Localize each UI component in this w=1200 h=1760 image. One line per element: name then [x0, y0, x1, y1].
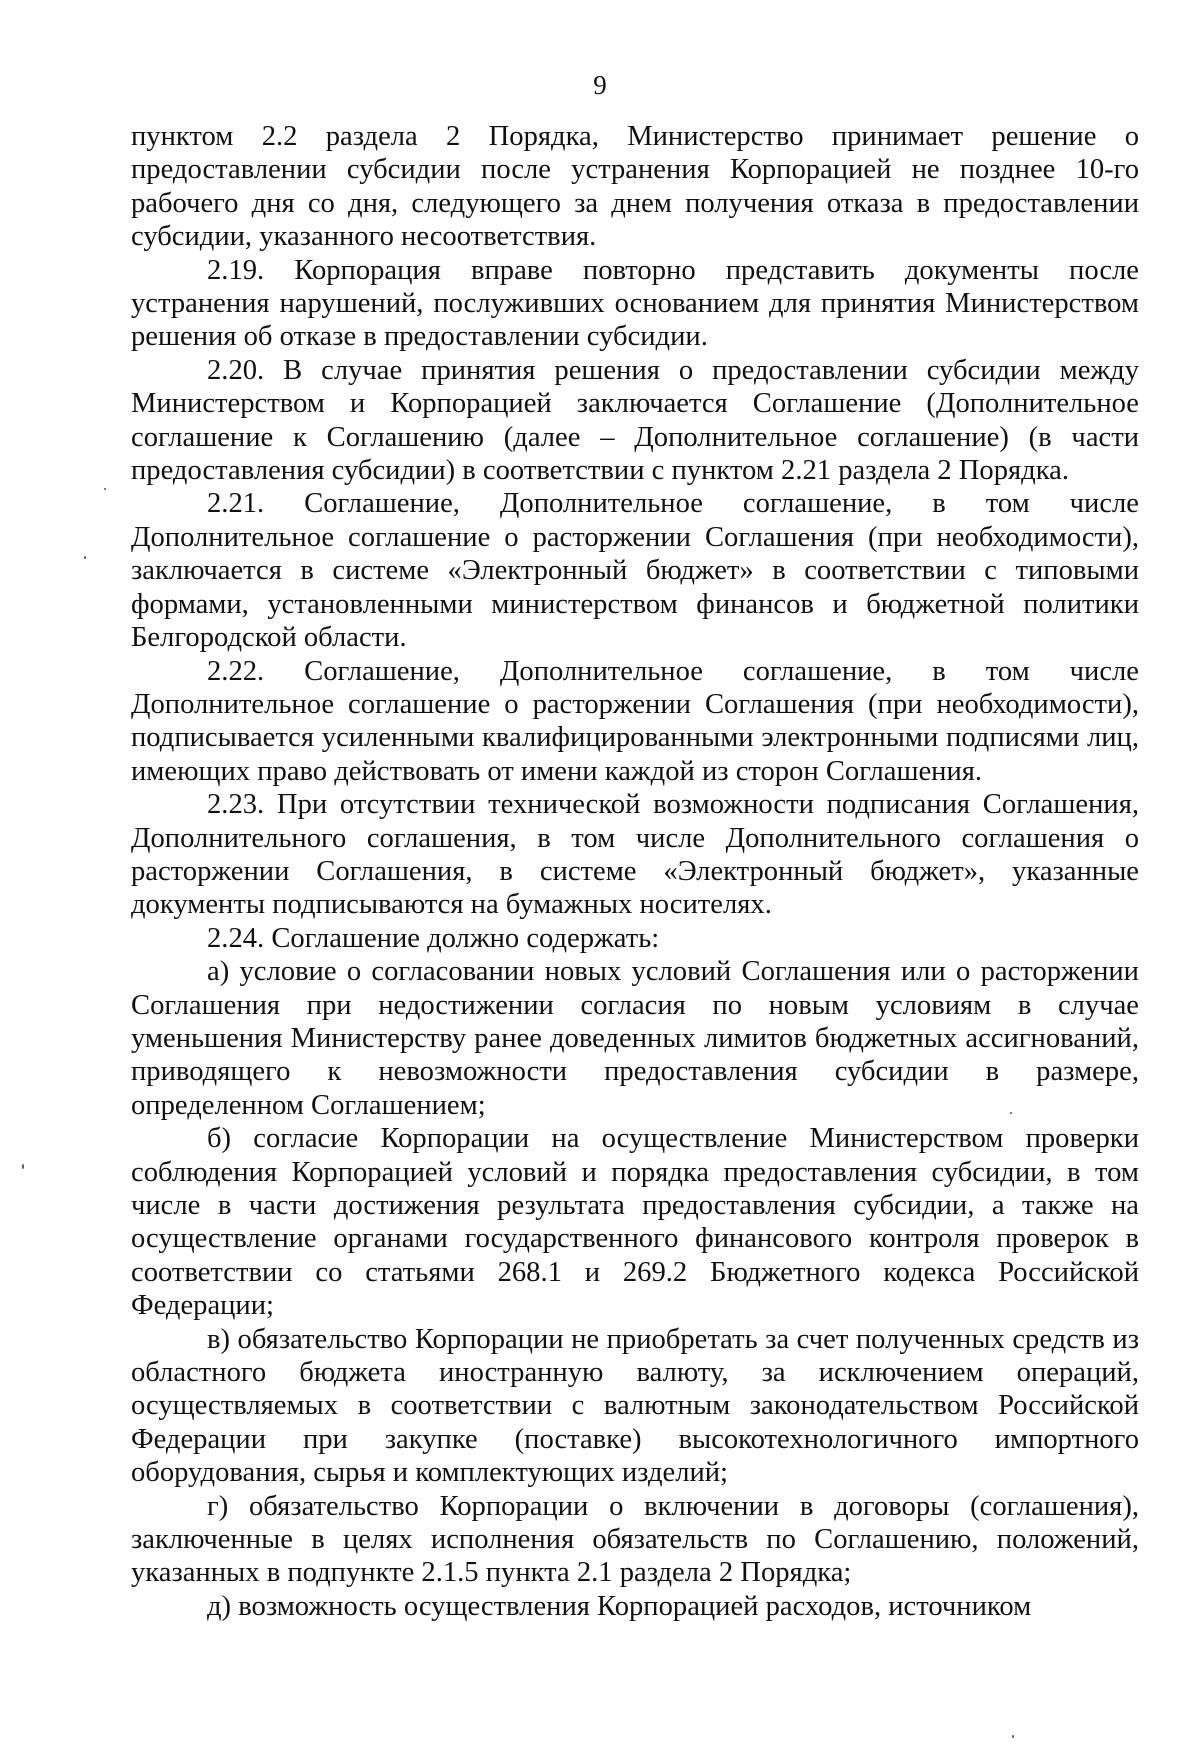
subitem-d: д) возможность осуществления Корпорацией расходов, источником: [207, 1590, 1032, 1622]
subitem-a: а) условие о согласовании новых условий Соглашения или о расторжении Соглашения при недостижении согласия по новым условиям в случае уменьшения Министерству ранее доведенных лимитов бюджетных ассигнований, приводящего к невозможности предоставления субсидии в размере, определенном Соглашением;: [131, 956, 1139, 1121]
scan-speck: [1012, 1735, 1014, 1738]
document-body: [131, 120, 1139, 1623]
paragraph-2-24: 2.24. Соглашение должно содержать:: [207, 922, 660, 954]
paragraph-2-19: 2.19. Корпорация вправе повторно представить документы после устранения нарушений, послуживших основанием для принятия Министерством решения об отказе в предоставлении субсидии.: [131, 254, 1139, 353]
paragraph-2-20: 2.20. В случае принятия решения о предоставлении субсидии между Министерством и Корпорацией заключается Соглашение (Дополнительное соглашение к Соглашению (далее – Дополнительное соглашение) (в части предоставления субсидии) в соответствии с пунктом 2.21 раздела 2 Порядка.: [131, 354, 1139, 487]
subitem-v: в) обязательство Корпорации не приобретать за счет полученных средств из областного бюджета иностранную валюту, за исключением операций, осуществляемых в соответствии с валютным законодательством Российской Федерации при закупке (поставке) высокотехнологичного импортного оборудования, сырья и комплектующих изделий;: [131, 1323, 1139, 1489]
page-number: 9: [593, 70, 607, 100]
scan-speck: [104, 488, 106, 490]
subitem-b: б) согласие Корпорации на осуществление Министерством проверки соблюдения Корпорацией условий и порядка предоставления субсидии, в том числе в части достижения результата предоставления субсидии, а также на осуществление органами государственного финансового контроля проверок в соответствии со статьями 268.1 и 269.2 Бюджетного кодекса Российской Федерации;: [131, 1123, 1139, 1322]
paragraph-continuation: пунктом 2.2 раздела 2 Порядка, Министерство принимает решение о предоставлении субсидии после устранения Корпорацией не позднее 10-го рабочего дня со дня, следующего за днем получения отказа в предоставлении субсидии, указанного несоответствия.: [131, 121, 1139, 253]
paragraph-2-21: 2.21. Соглашение, Дополнительное соглашение, в том числе Дополнительное соглашение о расторжении Соглашения (при необходимости), заключается в системе «Электронный бюджет» в соответствии с типовыми формами, установленными министерством финансов и бюджетной политики Белгородской области.: [131, 488, 1139, 654]
scan-speck: [1010, 1112, 1012, 1114]
paragraph-2-23: 2.23. При отсутствии технической возможности подписания Соглашения, Дополнительного соглашения, в том числе Дополнительного соглашения о расторжении Соглашения, в системе «Электронный бюджет», указанные документы подписываются на бумажных носителях.: [131, 789, 1139, 921]
scan-speck: [22, 1164, 24, 1169]
paragraph-2-22: 2.22. Соглашение, Дополнительное соглашение, в том числе Дополнительное соглашение о расторжении Соглашения (при необходимости), подписывается усиленными квалифицированными электронными подписями лиц, имеющих право действовать от имени каждой из сторон Соглашения.: [131, 655, 1139, 787]
subitem-g: г) обязательство Корпорации о включении в договоры (соглашения), заключенные в целях исполнения обязательств по Соглашению, положений, указанных в подпункте 2.1.5 пункта 2.1 раздела 2 Порядка;: [131, 1490, 1139, 1589]
scan-speck: [84, 556, 86, 559]
